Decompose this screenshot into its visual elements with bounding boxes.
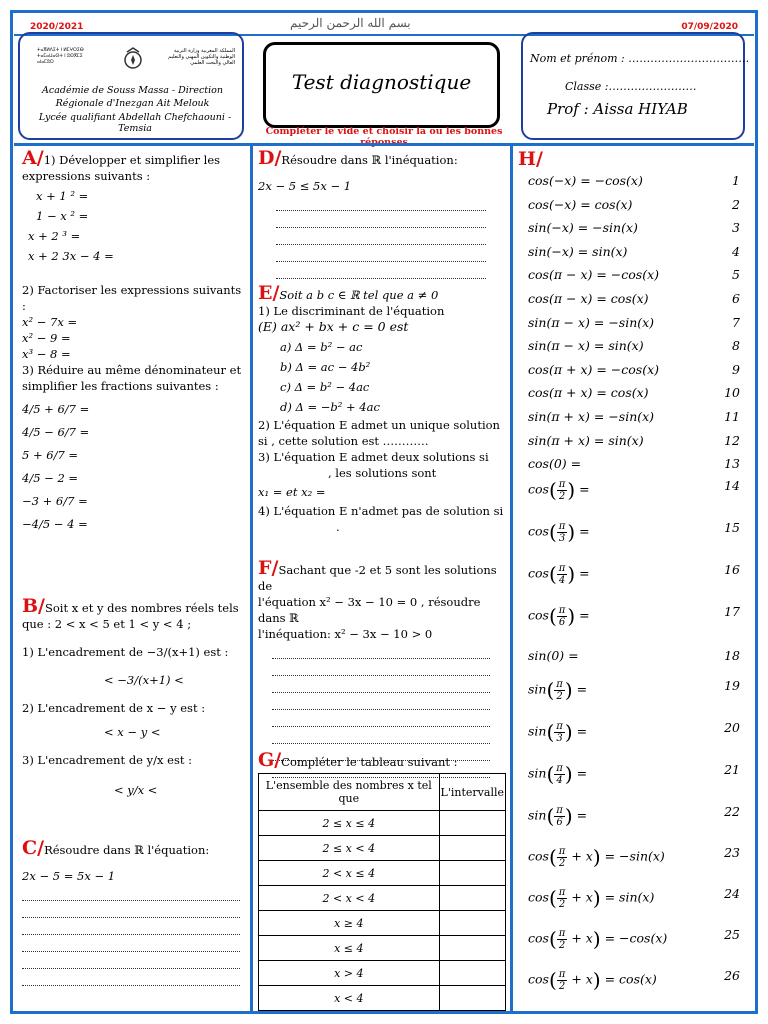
b-intro: Soit x et y des nombres réels tels que : 2 < x < 5 et 1 < y < 4 ; [22,601,239,631]
identity-number: 25 [724,927,740,942]
e-q4a: 4) L'équation E n'admet pas de solution si [258,504,504,518]
page-title: Test diagnostique [291,70,472,94]
identity-number: 14 [724,478,740,493]
identity-number: 21 [724,762,740,777]
answer-line[interactable] [272,642,490,659]
identity-number: 22 [724,804,740,819]
table-header-interval: L'intervalle [439,774,505,811]
section-e [258,282,508,535]
table-row: x > 4 [259,961,506,986]
identity-number: 15 [724,520,740,535]
table-row: 2 < x < 4 [259,886,506,911]
test-date: 07/09/2020 [681,22,738,32]
answer-line[interactable] [22,935,240,952]
section-f [258,557,508,778]
answer-line[interactable] [22,901,240,918]
a-f3: x³ − 8 = [22,347,71,361]
trig-identity[interactable]: cos( $\frac{\pi}{4}$ ) = [528,562,590,586]
a-e2: 1 − x ² = [36,209,89,223]
identity-number: 13 [724,456,740,472]
b-a2: < x − y < [104,725,161,739]
e-q3c: x₁ = et x₂ = [258,485,326,499]
e-opt-a[interactable]: a) Δ = b² − ac [280,340,363,354]
a-r1: 4/5 + 6/7 = [22,402,90,416]
answer-line[interactable] [22,969,240,986]
identity-number: 9 [732,361,740,377]
answer-line[interactable] [272,693,490,710]
b-q3: 3) L'encadrement de y/x est : [22,753,193,767]
identity-number: 20 [724,720,740,735]
header-divider [14,143,754,146]
trig-identity[interactable]: cos(−x) = −cos(x) [528,173,643,188]
e-opt-c[interactable]: c) Δ = b² − 4ac [280,380,370,394]
section-h-letter: H/ [518,148,543,170]
answer-line[interactable] [272,676,490,693]
identity-number: 1 [732,173,740,188]
interval-answer-cell[interactable] [439,811,505,836]
identity-number: 2 [732,196,740,212]
e-q2a: 2) L'équation E admet un unique solution [258,418,500,432]
identity-number: 24 [724,886,740,901]
interval-answer-cell[interactable] [439,961,505,986]
trig-identity[interactable]: cos( $\frac{\pi}{2}$ + x) = −sin(x) [528,845,665,869]
e-opt-b[interactable]: b) Δ = ac − 4b² [280,360,371,374]
instruction-text: Compléter le vide et choisir la ou les bonnes réponses [265,126,503,148]
trig-identity[interactable]: cos( $\frac{\pi}{3}$ ) = [528,520,590,544]
b-a1: < −3/(x+1) < [104,673,184,687]
e-q2b: si , cette solution est ………… [258,434,429,448]
answer-line[interactable] [276,245,486,262]
e-q4b: . [336,520,340,534]
identity-number: 16 [724,562,740,577]
f-text3: l'inéquation: x² − 3x − 10 > 0 [258,627,433,641]
interval-answer-cell[interactable] [439,861,505,886]
identity-number: 23 [724,845,740,860]
trig-identity[interactable]: cos(π + x) = −cos(x) [528,361,660,377]
interval-answer-cell[interactable] [439,836,505,861]
answer-line[interactable] [276,194,486,211]
answer-line[interactable] [272,710,490,727]
a-e1: x + 1 ² = [36,189,89,203]
a-r4: 4/5 − 2 = [22,471,79,485]
a-q2: 2) Factoriser les expressions suivants : [22,283,242,313]
trig-identity[interactable]: cos( $\frac{\pi}{6}$ ) = [528,604,590,628]
table-row: 2 ≤ x < 4 [259,836,506,861]
section-a [22,147,244,536]
interval-table [258,773,506,1011]
section-c [22,837,244,986]
lycee-name: Lycée qualifiant Abdellah Chefchaouni - Temsia [38,112,232,134]
a-r5: −3 + 6/7 = [22,494,88,508]
identity-number: 8 [732,338,740,354]
answer-line[interactable] [276,211,486,228]
teacher-name: Prof : Aissa HIYAB [547,100,688,118]
trig-identity[interactable]: cos( $\frac{\pi}{2}$ ) = [528,478,590,502]
c-intro: Résoudre dans ℝ l'équation: [44,843,210,857]
section-g-letter: G/ [258,749,282,771]
section-b [22,595,244,798]
trig-identity[interactable]: sin(0) = [528,648,579,663]
trig-identity[interactable]: cos(π + x) = cos(x) [528,385,649,401]
interval-answer-cell[interactable] [439,986,505,1011]
name-field[interactable]: Nom et prénom : …………………………… [530,52,750,65]
a-r6: −4/5 − 4 = [22,517,88,531]
trig-identity[interactable]: sin( $\frac{\pi}{2}$ ) = [528,678,588,702]
table-row: 2 ≤ x ≤ 4 [259,811,506,836]
trig-identity[interactable]: sin( $\frac{\pi}{6}$ ) = [528,804,588,828]
e-q3b: , les solutions sont [328,466,437,480]
identity-number: 5 [732,267,740,283]
class-field[interactable]: Classe :…………………… [565,80,697,93]
trig-identity[interactable]: cos(π − x) = cos(x) [528,291,649,306]
answer-line[interactable] [276,228,486,245]
answer-line[interactable] [22,952,240,969]
interval-answer-cell[interactable] [439,936,505,961]
a-e4: x + 2 3x − 4 = [28,249,114,263]
f-text1: Sachant que -2 et 5 sont les solutions de [258,563,497,593]
column-divider-1 [250,143,253,1014]
e-intro: Soit a b c ∈ ℝ tel que a ≠ 0 [279,288,439,302]
trig-identity[interactable]: sin( $\frac{\pi}{4}$ ) = [528,762,588,786]
identity-number: 10 [724,385,740,401]
trig-identity[interactable]: sin(π − x) = sin(x) [528,338,644,354]
e-eq: (E) ax² + bx + c = 0 est [258,319,409,334]
answer-line[interactable] [22,918,240,935]
answer-line[interactable] [22,884,240,901]
answer-line[interactable] [272,659,490,676]
institution-arabic: المملكة المغربية وزارة التربية الوطنية والتكوين المهني والتعليم العالي والبحث العلمي [168,48,235,66]
column-divider-2 [510,143,513,1014]
school-year: 2020/2021 [30,22,84,32]
institution-tifinagh: ⵜⴰⴳⵍⴷⵉⵜ ⵏ ⵍⵎⵖⵔⵉⴱ ⵜⴰⵎⴰⵡⴰⵙⵜ ⵏ ⵓⵙⴳⵎⵉ ⴰⵏⴰⵎⵓⵔ [37,48,84,65]
identity-number: 11 [724,409,740,424]
identity-number: 4 [732,243,740,259]
g-intro: Compléter le tableau suivant : [281,755,458,769]
answer-line[interactable] [272,727,490,744]
interval-answer-cell[interactable] [439,886,505,911]
c-eq: 2x − 5 = 5x − 1 [22,869,116,883]
section-e-letter: E/ [258,282,280,304]
a-r3: 5 + 6/7 = [22,448,79,462]
section-a-letter: A/ [22,147,44,169]
table-row: x ≥ 4 [259,911,506,936]
identity-number: 12 [724,432,740,448]
answer-line[interactable] [276,262,486,279]
d-eq: 2x − 5 ≤ 5x − 1 [258,179,352,193]
trig-identity[interactable]: cos(0) = [528,456,582,472]
e-q1: 1) Le discriminant de l'équation [258,304,445,318]
trig-identity[interactable]: sin(π + x) = −sin(x) [528,409,655,424]
trig-identity[interactable]: cos(−x) = cos(x) [528,196,633,212]
d-intro: Résoudre dans ℝ l'inéquation: [281,153,458,167]
identity-number: 19 [724,678,740,693]
trig-identity[interactable]: cos( $\frac{\pi}{2}$ + x) = cos(x) [528,968,657,992]
trig-identity[interactable]: sin(π − x) = −sin(x) [528,314,655,330]
section-c-letter: C/ [22,837,45,859]
trig-identity[interactable]: cos(π − x) = −cos(x) [528,267,660,283]
trig-identity[interactable]: cos( $\frac{\pi}{2}$ + x) = −cos(x) [528,927,668,951]
e-q3a: 3) L'équation E admet deux solutions si [258,450,489,464]
trig-identity[interactable]: cos( $\frac{\pi}{2}$ + x) = sin(x) [528,886,655,910]
a-r2: 4/5 − 6/7 = [22,425,90,439]
a-f1: x² − 7x = [22,315,78,329]
identity-number: 7 [732,314,740,330]
trig-identity[interactable]: sin( $\frac{\pi}{3}$ ) = [528,720,588,744]
a-q1: 1) Développer et simplifier les expressions suivants : [22,153,221,183]
section-g [258,749,508,771]
trig-identity[interactable]: sin(−x) = −sin(x) [528,220,638,236]
table-row: x ≤ 4 [259,936,506,961]
b-q1: 1) L'encadrement de −3/(x+1) est : [22,645,229,659]
trig-identity[interactable]: sin(−x) = sin(x) [528,243,628,259]
b-q2: 2) L'encadrement de x − y est : [22,701,206,715]
identity-number: 3 [732,220,740,236]
identity-number: 26 [724,968,740,983]
a-f2: x² − 9 = [22,331,71,345]
section-d-letter: D/ [258,147,282,169]
basmala: بسم الله الرحمن الرحيم [290,16,411,30]
interval-answer-cell[interactable] [439,911,505,936]
f-text2: l'équation x² − 3x − 10 = 0 , résoudre dans ℝ [258,595,481,625]
academie-name: Académie de Souss Massa - Direction Régionale d'Inezgan Ait Melouk [42,85,223,109]
coat-of-arms-icon [120,46,146,72]
a-e3: x + 2 ³ = [28,229,81,243]
trig-identity[interactable]: sin(π + x) = sin(x) [528,432,644,448]
identity-number: 6 [732,291,740,306]
a-q3: 3) Réduire au même dénominateur et simplifier les fractions suivantes : [22,363,242,393]
b-a3: < y/x < [114,783,158,797]
table-header-set: L'ensemble des nombres x tel que [259,774,440,811]
identity-number: 17 [724,604,740,619]
table-row: 2 < x ≤ 4 [259,861,506,886]
identity-number: 18 [724,648,740,663]
table-row: x < 4 [259,986,506,1011]
section-b-letter: B/ [22,595,45,617]
e-opt-d[interactable]: d) Δ = −b² + 4ac [280,400,380,414]
section-f-letter: F/ [258,557,279,579]
section-d [258,147,506,279]
